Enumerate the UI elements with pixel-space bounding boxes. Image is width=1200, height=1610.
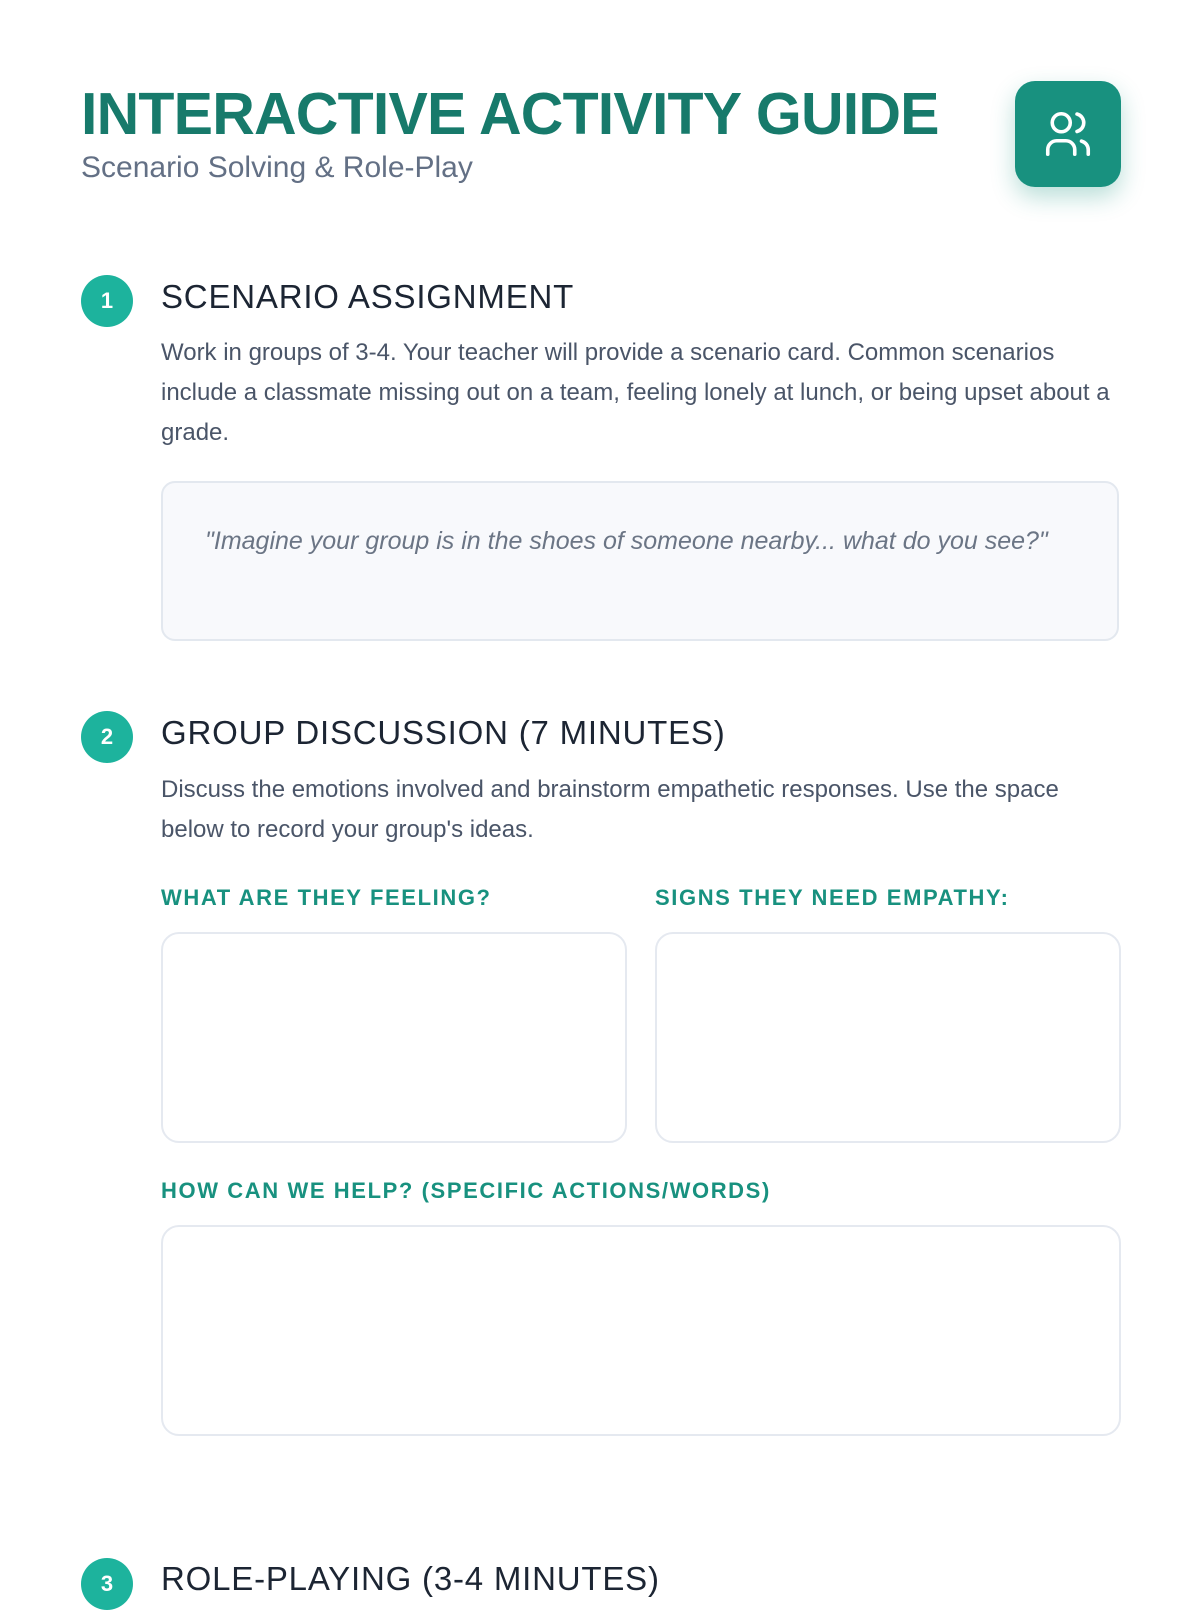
- step-number-badge: 1: [81, 275, 133, 327]
- empathy-signs-input[interactable]: [655, 932, 1121, 1143]
- feelings-input[interactable]: [161, 932, 627, 1143]
- help-actions-input[interactable]: [161, 1225, 1121, 1436]
- step-description: Discuss the emotions involved and brainstorm empathetic responses. Use the space below to record your group's ideas.: [161, 776, 1059, 843]
- header-badge: [1015, 81, 1121, 187]
- step-heading: GROUP DISCUSSION (7 MINUTES): [161, 714, 726, 751]
- step-heading: ROLE-PLAYING (3-4 MINUTES): [161, 1560, 660, 1597]
- scenario-quote: "Imagine your group is in the shoes of someone nearby... what do you see?": [205, 527, 1048, 555]
- step-description: Work in groups of 3-4. Your teacher will provide a scenario card. Common scenarios include a classmate missing out on a team, feeling lonely at lunch, or being upset about a grade.: [161, 339, 1110, 446]
- feelings-label: WHAT ARE THEY FEELING?: [161, 885, 492, 910]
- empathy-signs-label: SIGNS THEY NEED EMPATHY:: [655, 885, 1010, 910]
- step-number-badge: 3: [81, 1558, 133, 1610]
- page-subtitle: Scenario Solving & Role-Play: [81, 151, 473, 184]
- users-icon: [1041, 107, 1095, 161]
- page-title: INTERACTIVE ACTIVITY GUIDE: [81, 81, 939, 147]
- page-header: [81, 80, 1121, 190]
- step-heading: SCENARIO ASSIGNMENT: [161, 278, 575, 315]
- help-actions-label: HOW CAN WE HELP? (SPECIFIC ACTIONS/WORDS): [161, 1178, 771, 1203]
- step-number-badge: 2: [81, 711, 133, 763]
- scenario-quote-box: [161, 481, 1119, 641]
